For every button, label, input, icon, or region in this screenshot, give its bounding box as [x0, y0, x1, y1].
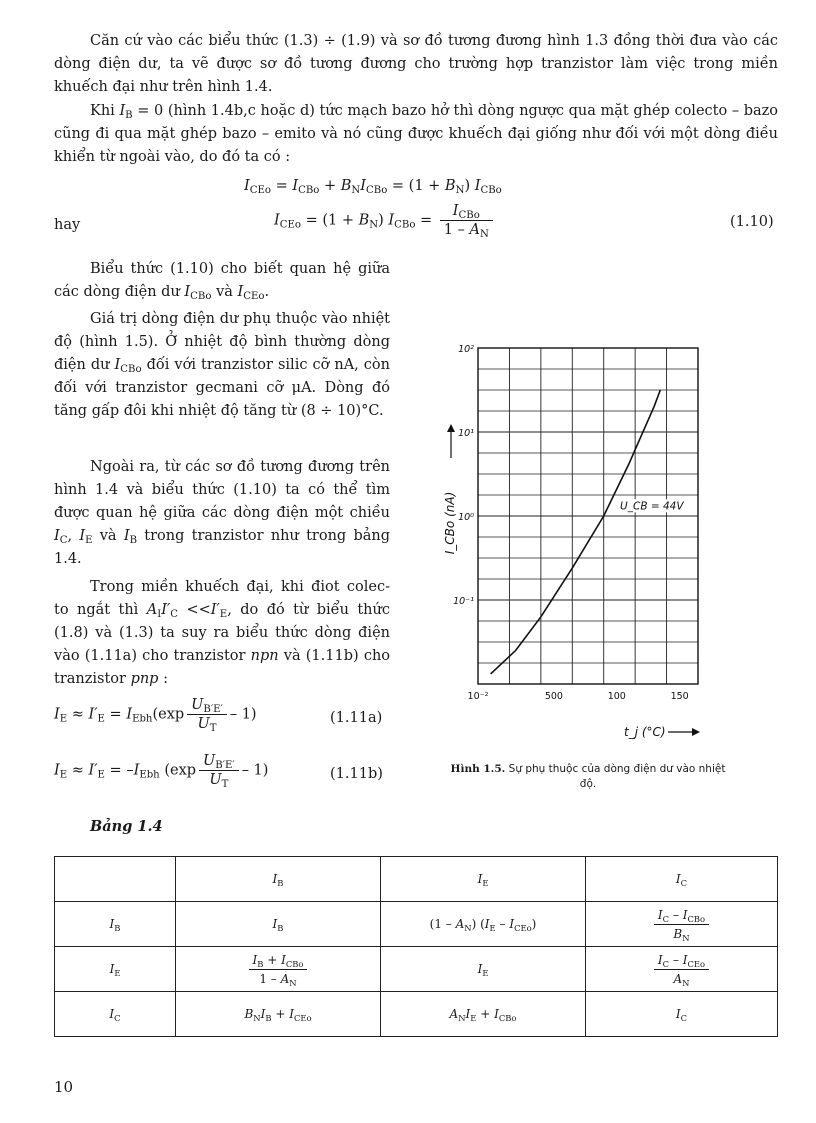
paragraph-4: Giá trị dòng điện dư phụ thuộc vào nhiệt độ (hình 1.5). Ở nhiệt độ bình thường dòng điện dư $I_{CBo}$ đối với tranzistor silic cỡ nA, còn đối với tranzistor gecmani cỡ μA. Dòng đó tăng gấp đôi khi nhiệt độ tăng từ (8 ÷ 10)°C.: [54, 311, 391, 419]
paragraph-5: Ngoài ra, từ các sơ đồ tương đương trên hình 1.4 và biểu thức (1.10) ta có thể tìm được quan hệ giữa các dòng điện một chiều $I_C$, $I_E$ và $I_B$ trong tranzistor như trong bảng 1.4.: [54, 459, 390, 567]
chart-grid: [478, 348, 698, 684]
equation-1-11b: $I_E \approx I'_E = -I_{Ebh}$ (exp $\frac{U_{B'E'}}{U_T}$ – 1): [54, 753, 269, 790]
paragraph-2: Khi $I_B = 0$ (hình 1.4b,c hoặc d) tức mạch bazo hở thì dòng ngược qua mặt ghép colecto – bazo cũng đi qua mặt ghép bazo – emito và nó cũng được khuếch đại giống như đối với một dòng điều khiển từ ngoài vào, do đó ta có :: [54, 103, 778, 165]
y-tick-label: 10⁰: [458, 512, 474, 523]
x-tick-label: 500: [544, 691, 563, 702]
equation-1-10: $I_{CEo} = (1 + B_N) I_{CBo}$ = $\frac{I_{CBo}}{1 - A_N}$: [274, 202, 496, 239]
equation-number-1-10: (1.10): [730, 214, 774, 230]
curve-annotation: U_CB = 44V: [620, 500, 684, 513]
figure-caption: Hình 1.5. Sự phụ thuộc của dòng điện dư vào nhiệt độ.: [450, 763, 726, 790]
x-tick-label: 100: [607, 691, 626, 702]
x-axis-arrowhead: [692, 728, 700, 736]
equation-iceo-1: $I_{CEo} = I_{CBo} + B_NI_{CBo} = (1 + B_N)$ $I_{CBo}$: [244, 178, 502, 196]
table-row: $I_B$ $I_B$ $(1 - A_N)$ $(I_E - I_{CEo})$ $\frac{I_C - I_{CBo}}{B_N}$: [55, 902, 778, 947]
y-axis-label: I_CBo (nA): [443, 491, 457, 555]
paragraph-6: Trong miền khuếch đại, khi điot colec- to ngắt thì $A_II'_C <<I'_E$, do đó từ biểu thức (1.8) và (1.3) ta suy ra biểu thức dòng điện vào (1.11a) cho tranzistor npn và (1.11b) cho tranzistor pnp :: [54, 579, 391, 687]
x-tick-label: 150: [670, 691, 689, 702]
y-tick-label: 10²: [458, 344, 474, 355]
temperature-chart: [428, 338, 728, 748]
x-tick-label: 10⁻²: [467, 691, 489, 702]
y-tick-label: 10¹: [458, 428, 474, 439]
equation-number-1-11a: (1.11a): [330, 710, 383, 726]
equation-number-1-11b: (1.11b): [330, 766, 383, 782]
page-number: 10: [54, 1078, 74, 1096]
table-row: $I_E$ $\frac{I_B + I_{CBo}}{1 - A_N}$ $I_E$ $\frac{I_C - I_{CEo}}{A_N}$: [55, 947, 778, 992]
table-title: Bảng 1.4: [90, 818, 163, 835]
hay-label: hay: [54, 217, 81, 233]
y-axis-arrowhead: [447, 424, 455, 432]
equation-1-11a: $I_E \approx I'_E = I_{Ebh}(\exp$ $\frac{U_{B'E'}}{U_T}$ – 1): [54, 697, 257, 734]
x-axis-label: t_j (°C): [624, 725, 666, 739]
paragraph-1: Căn cứ vào các biểu thức (1.3) ÷ (1.9) và sơ đồ tương đương hình 1.3 đồng thời đưa vào các dòng điện dư, ta vẽ được sơ đồ tương đương cho trường hợp tranzistor làm việc trong miền khuếch đại như trên hình 1.4.: [54, 33, 778, 95]
y-tick-label: 10⁻¹: [453, 596, 474, 607]
table-header-row: $I_B$ $I_E$ $I_C$: [55, 857, 778, 902]
table-row: $I_C$ $B_NI_B + I_{CEo}$ $A_NI_E + I_{CBo}$ $I_C$: [55, 992, 778, 1037]
paragraph-3: Biểu thức (1.10) cho biết quan hệ giữa các dòng điện dư $I_{CBo}$ và $I_{CEo}$.: [54, 261, 390, 302]
conversion-table: [54, 856, 778, 1037]
